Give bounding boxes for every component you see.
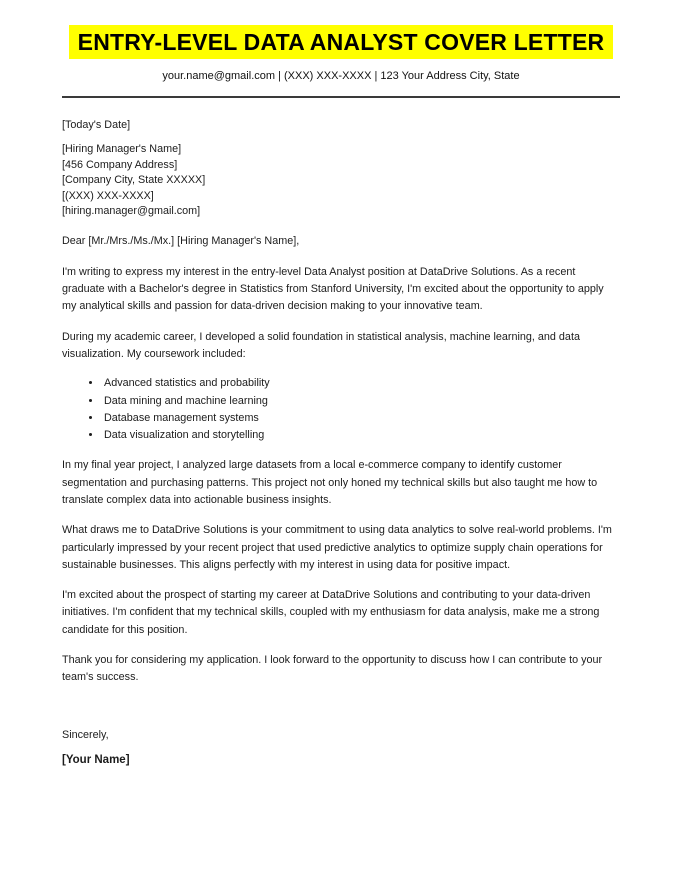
recipient-phone: [(XXX) XXX-XXXX]	[62, 189, 154, 202]
page-title	[62, 25, 620, 59]
header-divider	[62, 96, 620, 98]
recipient-block	[62, 142, 620, 219]
recipient-city-state: [Company City, State XXXXX]	[62, 174, 206, 187]
list-item: • Database management systems	[102, 410, 620, 427]
paragraph-candidacy: I'm excited about the prospect of starting my career at DataDrive Solutions and contributing to your data-driven initiatives. I'm confident that my technical skills, coupled with my enthusiasm for data analysis, make me a strong candidate for this position.	[62, 589, 600, 636]
recipient-name: [Hiring Manager's Name]	[62, 143, 182, 156]
date-placeholder: [Today's Date]	[62, 119, 131, 131]
coursework-list	[62, 375, 620, 444]
paragraph-academic-background: During my academic career, I developed a solid foundation in statistical analysis, machine learning, and data visualization. My coursework included:	[62, 330, 580, 360]
list-item: • Data mining and machine learning	[102, 393, 620, 410]
page-title-highlight: ENTRY-LEVEL DATA ANALYST COVER LETTER	[69, 25, 614, 59]
signature-placeholder: [Your Name]	[62, 753, 130, 766]
contact-info-line: your.name@gmail.com | (XXX) XXX-XXXX | 123 Your Address City, State	[162, 70, 520, 82]
paragraph-thank-you: Thank you for considering my application. I look forward to the opportunity to discuss how I can contribute to your team's success.	[62, 654, 603, 684]
recipient-address: [456 Company Address]	[62, 158, 178, 171]
paragraph-introduction: I'm writing to express my interest in the entry-level Data Analyst position at DataDrive Solutions. As a recent graduate with a Bachelor's degree in Statistics from Stanford University, I'm excited about the opportunity to apply my analytical skills and passion for data-driven decision making to your innovative team.	[62, 265, 604, 313]
paragraph-company-interest: What draws me to DataDrive Solutions is your commitment to using data analytics to solve real-world problems. I'm particularly impressed by your recent project that used predictive analytics to optimize supply chain operations for sustainable businesses. This aligns perfectly with my interest in using data for positive impact.	[62, 524, 612, 571]
signoff: Sincerely,	[62, 728, 109, 741]
salutation: Dear [Mr./Mrs./Ms./Mx.] [Hiring Manager's Name],	[62, 235, 300, 248]
list-item: • Advanced statistics and probability	[102, 375, 620, 392]
letter-body	[62, 118, 620, 769]
list-item: • Data visualization and storytelling	[102, 427, 620, 444]
recipient-email: [hiring.manager@gmail.com]	[62, 205, 201, 218]
paragraph-final-year-project: In my final year project, I analyzed large datasets from a local e-commerce company to identify customer segmentation and purchasing patterns. This project not only honed my technical skills but also taught me how to translate complex data into actionable business insights.	[62, 459, 598, 506]
